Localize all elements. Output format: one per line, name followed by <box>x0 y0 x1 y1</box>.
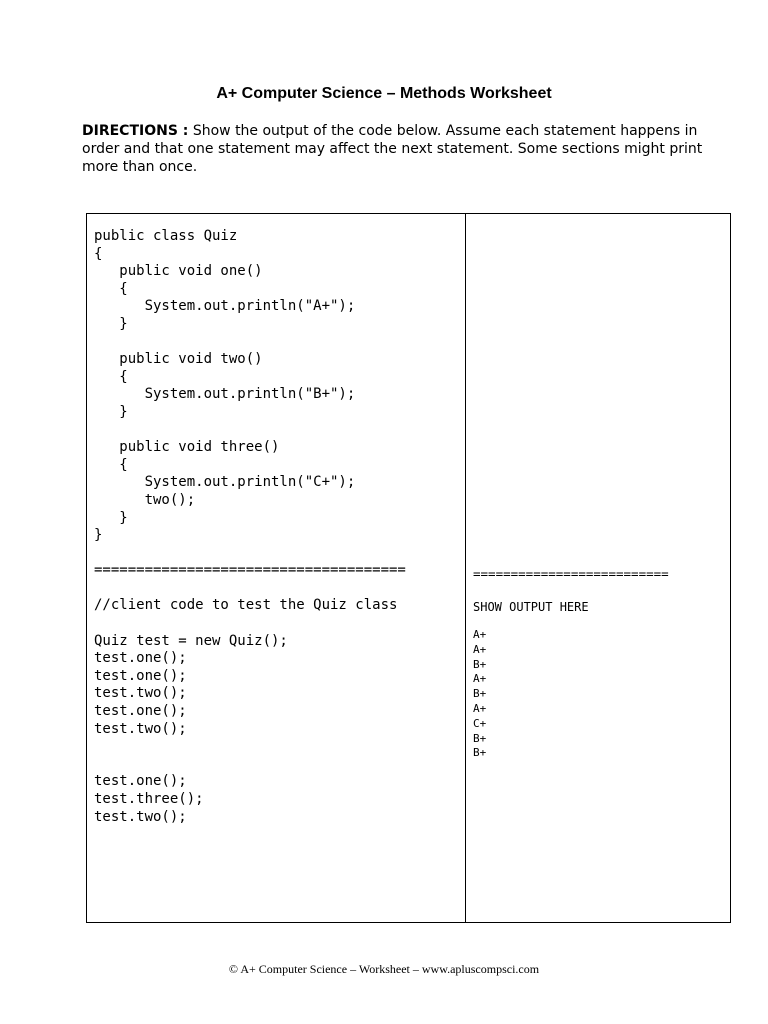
code-line: test.two(); <box>94 720 187 737</box>
code-line: } <box>94 315 128 332</box>
column-divider <box>465 214 466 922</box>
code-line: test.one(); <box>94 650 187 667</box>
output-line: A+ <box>473 642 487 656</box>
code-line: test.three(); <box>94 791 204 807</box>
code-line: { <box>94 245 103 262</box>
code-line: } <box>94 403 128 420</box>
code-line <box>94 422 459 440</box>
code-line: Quiz test = new Quiz(); <box>94 632 288 649</box>
output-list <box>473 628 723 761</box>
code-line: } <box>94 527 103 544</box>
output-separator: ========================== <box>473 566 669 581</box>
output-line: C+ <box>473 716 487 730</box>
output-line: B+ <box>473 731 487 745</box>
code-line <box>94 580 459 598</box>
code-line: public void three() <box>94 439 280 456</box>
output-heading: SHOW OUTPUT HERE <box>473 600 589 614</box>
output-line: B+ <box>473 746 487 760</box>
code-line: //client code to test the Quiz class <box>94 597 398 614</box>
code-line: System.out.println("C+"); <box>94 474 356 491</box>
code-line <box>94 334 459 352</box>
code-line: System.out.println("B+"); <box>94 386 356 403</box>
code-line: test.one(); <box>94 703 187 720</box>
directions <box>82 122 712 176</box>
worksheet-table <box>86 213 731 923</box>
code-line: test.one(); <box>94 773 187 790</box>
code-line: { <box>94 280 128 297</box>
code-column <box>94 228 459 826</box>
code-line: test.two(); <box>94 685 187 702</box>
output-line: A+ <box>473 628 487 641</box>
footer: © A+ Computer Science – Worksheet – www.apluscompsci.com <box>228 962 540 976</box>
code-line <box>94 738 459 756</box>
output-line: A+ <box>473 672 487 686</box>
code-line <box>94 615 459 633</box>
directions-label: DIRECTIONS : <box>82 123 189 139</box>
code-line: } <box>94 509 128 526</box>
code-line: two(); <box>94 491 196 508</box>
code-line: public class Quiz <box>94 228 238 244</box>
code-line <box>94 756 459 774</box>
code-line: test.one(); <box>94 667 187 684</box>
code-line: public void one() <box>94 263 263 280</box>
output-line: B+ <box>473 657 487 671</box>
code-line: { <box>94 368 128 385</box>
code-line: public void two() <box>94 351 263 368</box>
code-line: test.two(); <box>94 808 187 825</box>
code-line: ===================================== <box>94 562 406 579</box>
code-line: System.out.println("A+"); <box>94 298 356 315</box>
directions-text: Show the output of the code below. Assume each statement happens in order and that one statement may affect the next statement. Some sections might print more than once. <box>82 123 703 175</box>
output-line: B+ <box>473 687 487 701</box>
worksheet-title: A+ Computer Science – Methods Worksheet <box>216 85 552 102</box>
code-line: { <box>94 456 128 473</box>
output-line: A+ <box>473 701 487 715</box>
code-line <box>94 545 459 563</box>
